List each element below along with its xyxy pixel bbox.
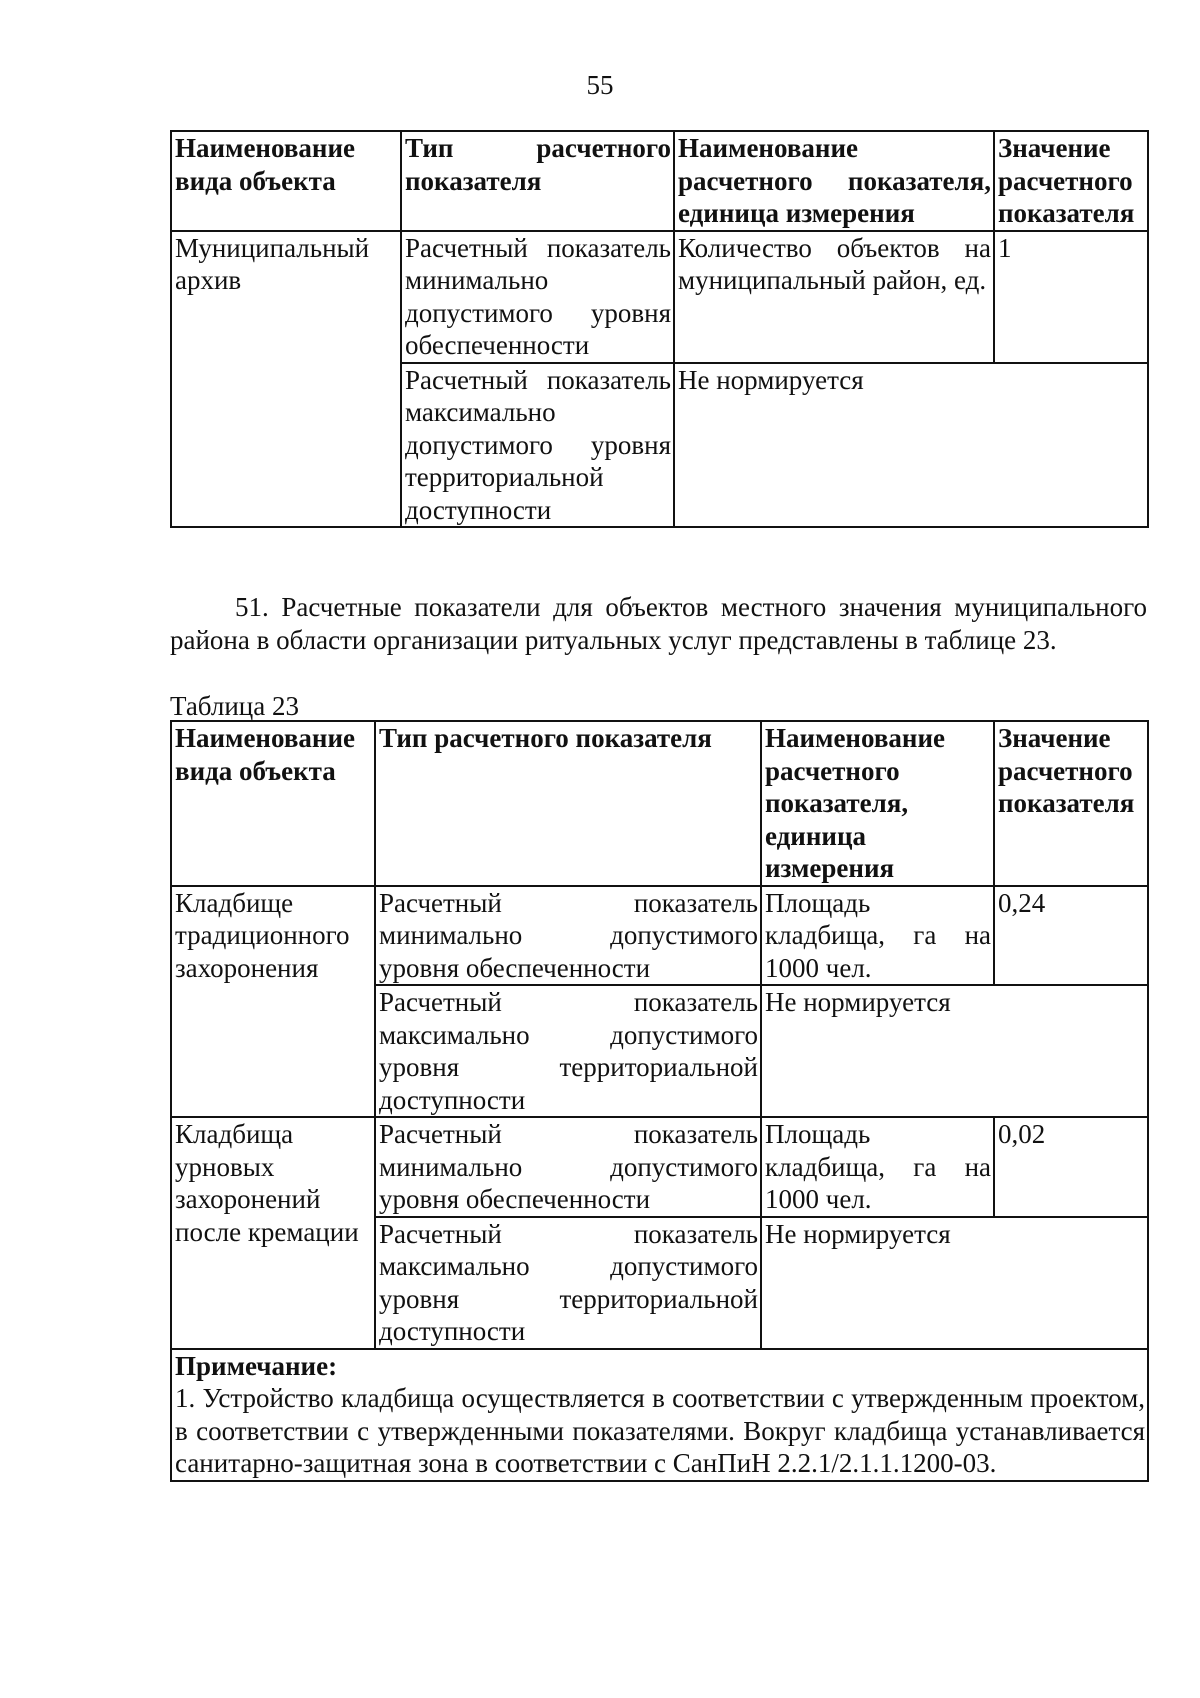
header-indicator-name: Наименование расчетного показателя, единица измерения (674, 131, 994, 231)
indicator-name-cell: Не нормируется (674, 363, 1148, 528)
table-caption: Таблица 23 (170, 691, 299, 721)
indicator-name-cell: Не нормируется (761, 985, 1148, 1117)
indicator-name-cell: Количество объектов на муниципальный район, ед. (674, 231, 994, 363)
header-indicator-value: Значение расчетного показателя (994, 721, 1148, 886)
table-note-row (171, 1349, 1148, 1481)
indicator-type-cell: Расчетный показатель минимально допустимого уровня обеспеченности (375, 886, 761, 986)
indicator-name-cell: Площадь кладбища, га на 1000 чел. (761, 886, 994, 986)
indicator-type-cell: Расчетный показатель минимально допустимого уровня обеспеченности (375, 1117, 761, 1217)
object-name-cell: Кладбища урновых захоронений после кремации (171, 1117, 375, 1349)
note-cell (171, 1349, 1148, 1481)
header-indicator-value: Значение расчетного показателя (994, 131, 1148, 231)
header-object-name: Наименование вида объекта (171, 131, 401, 231)
indicator-value-cell: 1 (994, 231, 1148, 363)
page-number: 55 (586, 70, 614, 100)
header-object-name: Наименование вида объекта (171, 721, 375, 886)
table-row (171, 1117, 1148, 1217)
table-header-row (171, 131, 1148, 231)
note-text: 1. Устройство кладбища осуществляется в соответствии с утвержденным проектом, в соответствии с утвержденными показателями. Вокруг кладбища устанавливается санитарно-защитная зона в соответствии с СанПиН 2.2.1/2.1.1.1200-03. (175, 1383, 1145, 1478)
object-name-cell: Муниципальный архив (171, 231, 401, 528)
table-23 (170, 720, 1147, 1482)
table-header-row (171, 721, 1148, 886)
table-row (171, 886, 1148, 986)
indicator-name-cell: Не нормируется (761, 1217, 1148, 1349)
indicator-name-cell: Площадь кладбища, га на 1000 чел. (761, 1117, 994, 1217)
table-archive (170, 130, 1147, 528)
indicator-value-cell: 0,02 (994, 1117, 1148, 1217)
indicator-type-cell: Расчетный показатель минимально допустимого уровня обеспеченности (401, 231, 674, 363)
header-indicator-type: Тип расчетного показателя (401, 131, 674, 231)
object-name-cell: Кладбище традиционного захоронения (171, 886, 375, 1118)
indicator-value-cell: 0,24 (994, 886, 1148, 986)
table-row (171, 231, 1148, 363)
header-indicator-name: Наименование расчетного показателя, единица измерения (761, 721, 994, 886)
header-indicator-type: Тип расчетного показателя (375, 721, 761, 886)
note-title: Примечание: (175, 1350, 338, 1381)
indicator-type-cell: Расчетный показатель максимально допустимого уровня территориальной доступности (375, 1217, 761, 1349)
paragraph-51: 51. Расчетные показатели для объектов местного значения муниципального района в области организации ритуальных услуг представлены в таблице 23. (170, 592, 1147, 655)
indicator-type-cell: Расчетный показатель максимально допустимого уровня территориальной доступности (401, 363, 674, 528)
indicator-type-cell: Расчетный показатель максимально допустимого уровня территориальной доступности (375, 985, 761, 1117)
